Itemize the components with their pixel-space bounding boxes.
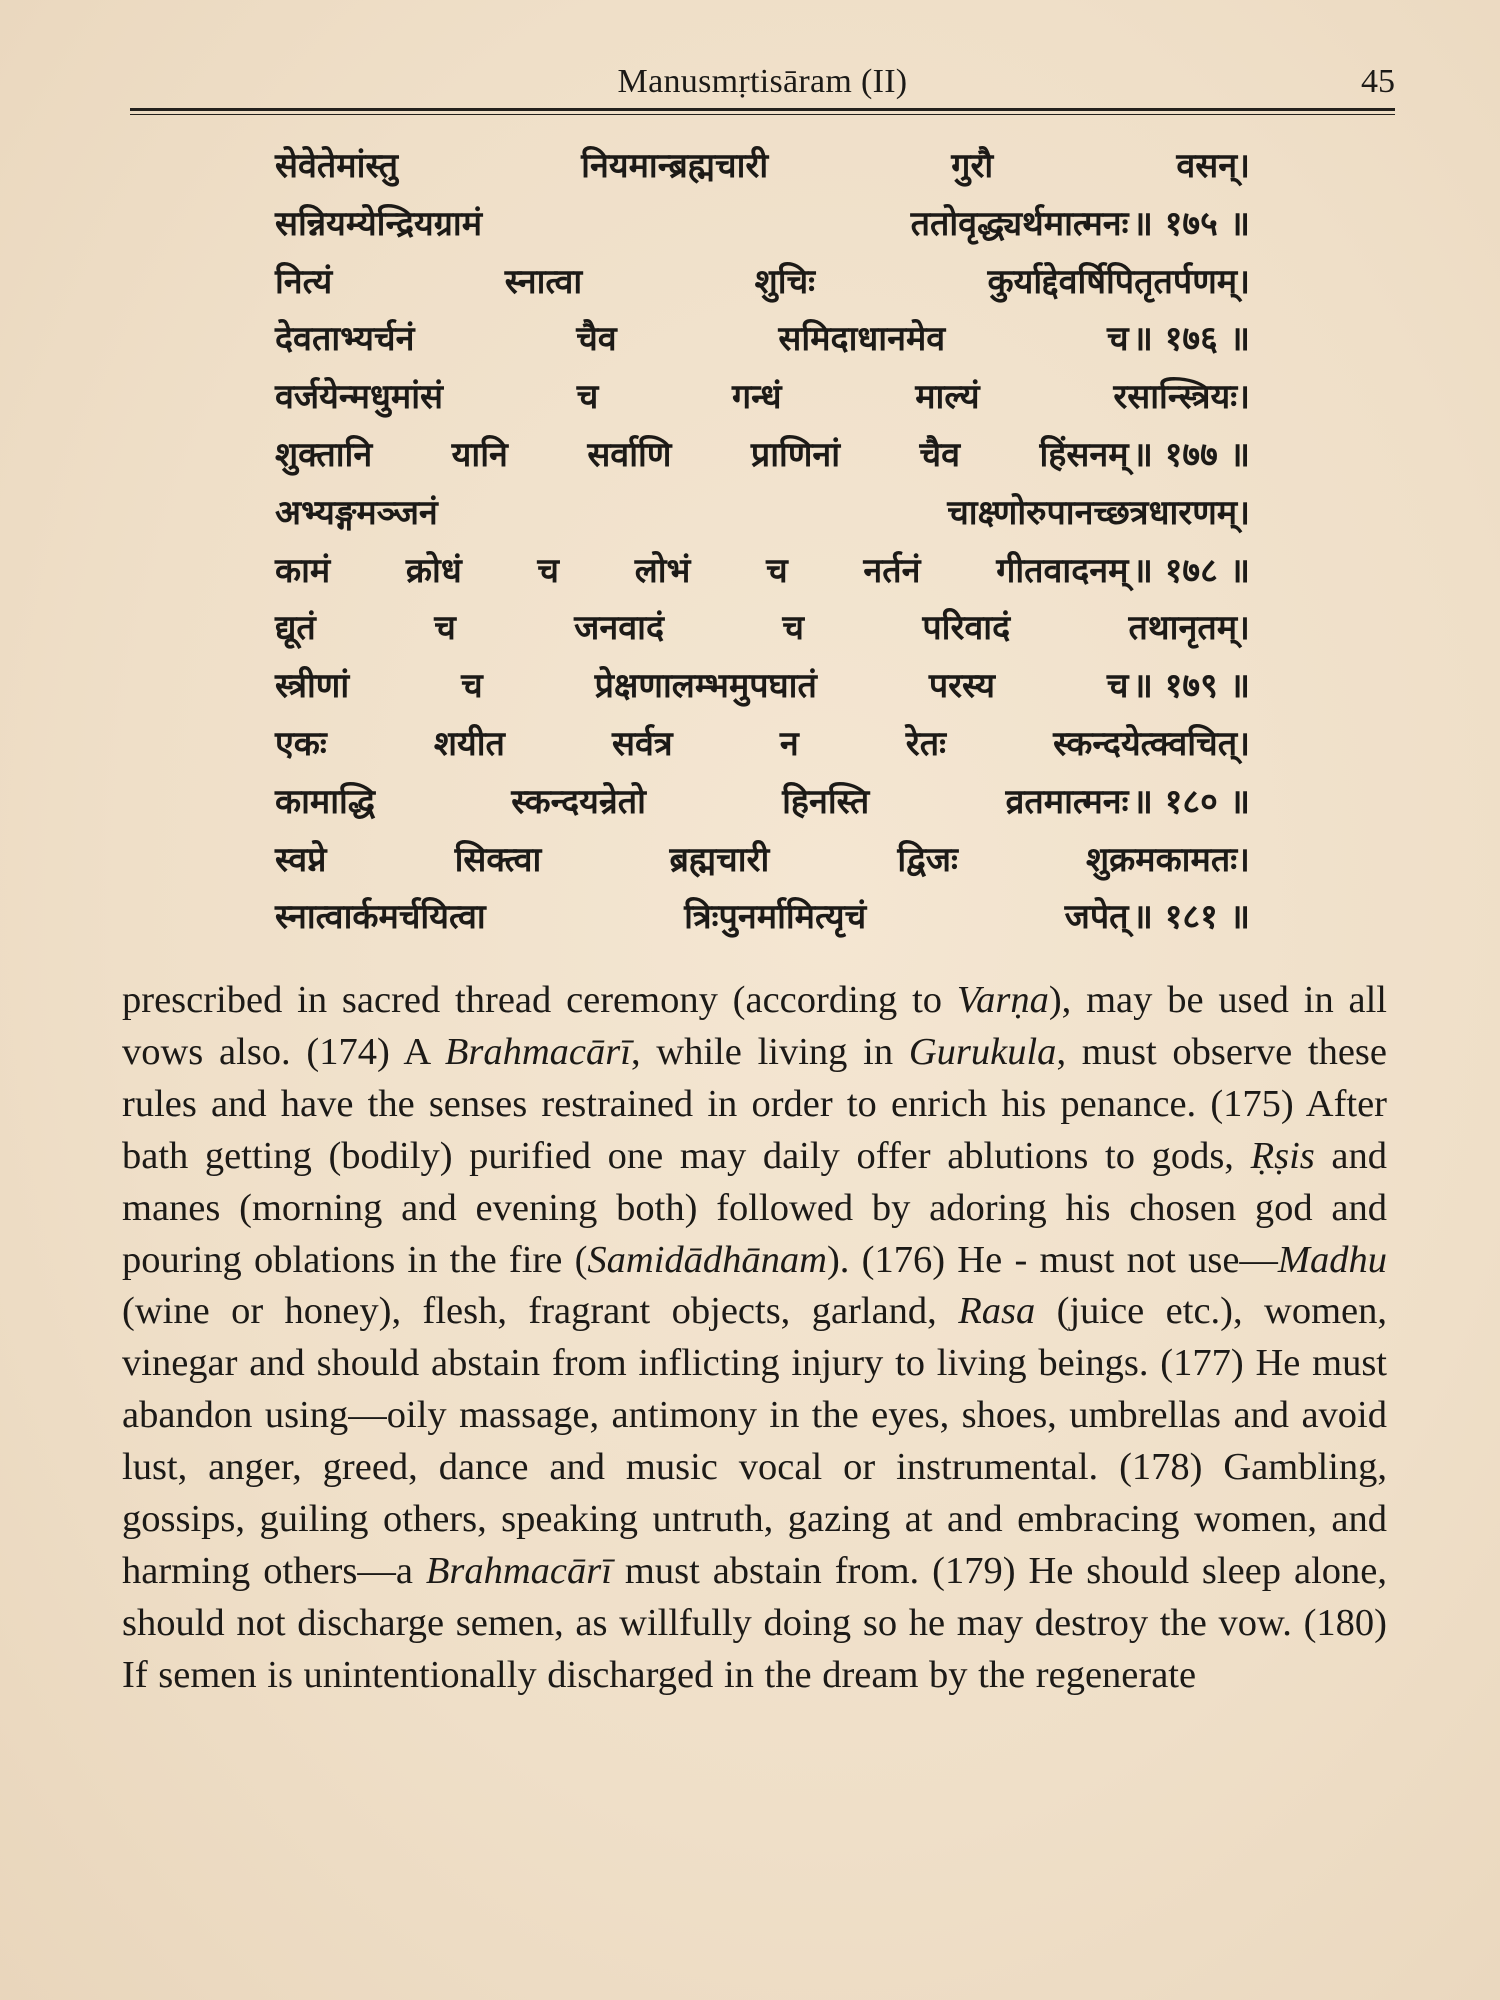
verse-word: कामाद्धि: [275, 781, 376, 822]
verse-word: क्रोधं: [405, 550, 462, 591]
translation-text: must abstain from. (179) He should sleep alone, should not discharge semen, as willfully doing so he may destroy the vow. (180) If semen is unintentionally discharged in the dream by the regenerate: [122, 1549, 1387, 1696]
verse-word: स्कन्दयेत्क्वचित्।: [1053, 723, 1250, 764]
verse-word: स्नात्वा: [504, 261, 583, 302]
verse-word: प्रेक्षणालम्भमुपघातं: [594, 666, 817, 707]
verse-text: [275, 889, 1129, 947]
translation-term: Ṛṣis: [1250, 1134, 1315, 1177]
verse-word: सर्वत्र: [612, 723, 673, 764]
verse-word: परस्य: [928, 666, 995, 707]
verse-line: [275, 889, 1250, 947]
verse-number: ॥ १८० ॥: [1132, 781, 1250, 822]
verse-line: [275, 485, 1250, 543]
verse-word: जपेत्: [1064, 897, 1129, 938]
translation-term: Varṇa: [956, 979, 1049, 1021]
verse-word: रसान्स्त्रियः।: [1113, 377, 1250, 418]
verse-word: हिनस्ति: [782, 781, 870, 822]
verse-text: [275, 138, 1250, 196]
verse-word: नियमान्ब्रह्मचारी: [581, 146, 769, 186]
verse-word: गुरौ: [951, 146, 994, 186]
verse-number: ॥ १७५ ॥: [1132, 203, 1250, 244]
verse-word: ब्रह्मचारी: [669, 839, 770, 880]
page-number: 45: [1361, 63, 1395, 100]
translation-term: Brahmacārī: [425, 1549, 612, 1592]
translation-text: (wine or honey), flesh, fragrant objects, garland,: [122, 1290, 959, 1333]
verse-text: [275, 196, 1129, 254]
translation-text: and manes (morning and evening both) followed by adoring his chosen god and pouring oblations in the fire (: [122, 1134, 1387, 1281]
translation-text: prescribed in sacred thread ceremony (according to: [122, 979, 957, 1021]
verse-number: ॥ १७६ ॥: [1132, 319, 1250, 360]
verse-number: ॥ १७७ ॥: [1132, 434, 1250, 475]
verse-word: रेतः: [905, 723, 946, 764]
verse-word: तथानृतम्।: [1128, 608, 1250, 649]
verse-word: अभ्यङ्गमञ्जनं: [275, 492, 438, 533]
sanskrit-verses: [275, 138, 1250, 947]
verse-word: यानि: [451, 434, 508, 475]
verse-line: [275, 427, 1250, 485]
verse-word: कुर्याद्देवर्षिपितृतर्पणम्।: [987, 261, 1250, 302]
verse-text: [275, 485, 1250, 543]
translation-term: Gurukula: [908, 1030, 1057, 1073]
verse-word: शुक्रमकामतः।: [1086, 839, 1250, 880]
verse-word: स्नात्वार्कमर्चयित्वा: [275, 897, 486, 938]
verse-word: च: [461, 666, 483, 707]
verse-word: सेवेतेमांस्तु: [275, 146, 399, 186]
verse-line: [275, 196, 1250, 254]
verse-line: [275, 254, 1250, 312]
verse-word: सन्नियम्येन्द्रियग्रामं: [275, 203, 483, 244]
verse-word: सिक्त्वा: [454, 839, 542, 880]
verse-number: ॥ १८१ ॥: [1132, 897, 1250, 938]
translation-term: Brahmacārī: [444, 1030, 631, 1073]
verse-word: सर्वाणि: [587, 434, 672, 475]
verse-line: [275, 543, 1250, 601]
verse-text: [275, 658, 1129, 716]
verse-word: द्विजः: [897, 839, 958, 880]
verse-word: न: [779, 723, 799, 764]
verse-word: च: [576, 377, 599, 418]
verse-line: [275, 600, 1250, 658]
verse-word: द्यूतं: [275, 608, 316, 649]
header-rule-thin: [130, 114, 1395, 115]
verse-text: [275, 832, 1250, 890]
verse-word: शुक्तानि: [275, 434, 373, 475]
verse-word: च: [434, 608, 456, 649]
verse-word: हिंसनम्: [1039, 434, 1129, 475]
verse-word: च: [1106, 319, 1129, 360]
verse-text: [275, 600, 1250, 658]
verse-word: व्रतमात्मनः: [1005, 781, 1129, 822]
verse-word: शयीत: [433, 723, 505, 764]
translation-text: , while living in: [630, 1030, 909, 1073]
verse-word: नित्यं: [275, 261, 333, 302]
verse-word: च: [537, 550, 560, 591]
verse-word: समिदाधानमेव: [778, 319, 946, 360]
verse-word: स्वप्ने: [275, 839, 327, 880]
verse-word: गीतवादनम्: [996, 550, 1129, 591]
verse-word: चैव: [919, 434, 961, 475]
verse-word: च: [1106, 666, 1129, 707]
verse-text: [275, 311, 1129, 369]
verse-word: च: [782, 608, 804, 649]
translation-term: Samidādhānam: [587, 1238, 827, 1281]
verse-word: च: [766, 550, 788, 591]
verse-text: [275, 254, 1250, 312]
verse-word: त्रिःपुनर्मामित्यृचं: [684, 897, 867, 938]
english-translation: [122, 975, 1387, 1702]
verse-word: एकः: [275, 723, 327, 764]
header-rule: [130, 108, 1395, 111]
verse-word: चाक्ष्णोरुपानच्छत्रधारणम्।: [947, 492, 1250, 533]
verse-text: [275, 543, 1129, 601]
translation-term: Rasa: [958, 1290, 1036, 1333]
verse-word: वसन्।: [1176, 146, 1250, 186]
running-title: Manusmṛtisāram (II): [617, 63, 908, 100]
translation-text: ). (176) He - must not use—: [826, 1238, 1278, 1281]
verse-line: [275, 311, 1250, 369]
verse-line: [275, 716, 1250, 774]
verse-word: लोभं: [634, 550, 691, 591]
verse-text: [275, 774, 1129, 832]
translation-text: , must observe these rules and have the senses restrained in order to enrich his penance. (175) After bath getting (bodily) purified one may daily offer ablutions to gods,: [122, 1030, 1388, 1177]
verse-text: [275, 716, 1250, 774]
verse-word: गन्धं: [732, 377, 782, 418]
verse-word: नर्तनं: [863, 550, 921, 591]
verse-word: प्राणिनां: [750, 434, 841, 475]
verse-text: [275, 427, 1129, 485]
verse-line: [275, 774, 1250, 832]
verse-word: स्कन्दयन्रेतो: [511, 781, 646, 822]
verse-word: कामं: [275, 550, 331, 591]
verse-word: वर्जयेन्मधुमांसं: [275, 377, 444, 418]
verse-word: शुचिः: [754, 261, 816, 302]
running-head: [130, 60, 1395, 104]
verse-line: [275, 369, 1250, 427]
verse-word: चैव: [576, 319, 617, 360]
translation-text: (juice etc.), women, vinegar and should abstain from inflicting injury to living beings. (177) He must abandon using—oily massage, antimony in the eyes, shoes, umbrellas and avoid lust, anger, greed, dance and music vocal or instrumental. (178) Gambling, gossips, guiling others, speaking untruth, gazing at and embracing women, and harming others—a: [122, 1290, 1388, 1592]
verse-text: [275, 369, 1250, 427]
verse-line: [275, 138, 1250, 196]
verse-word: स्त्रीणां: [275, 666, 350, 707]
verse-word: परिवादं: [922, 608, 1011, 649]
translation-text: ), may be used in all vows also. (174) A: [122, 979, 1387, 1073]
translation-term: Madhu: [1277, 1238, 1387, 1281]
verse-line: [275, 658, 1250, 716]
verse-number: ॥ १७९ ॥: [1132, 666, 1250, 707]
verse-line: [275, 832, 1250, 890]
verse-word: देवताभ्यर्चनं: [275, 319, 415, 360]
verse-number: ॥ १७८ ॥: [1132, 550, 1250, 591]
verse-word: ततोवृद्ध्यर्थमात्मनः: [910, 203, 1129, 244]
verse-word: जनवादं: [574, 608, 665, 649]
verse-word: माल्यं: [915, 377, 980, 418]
